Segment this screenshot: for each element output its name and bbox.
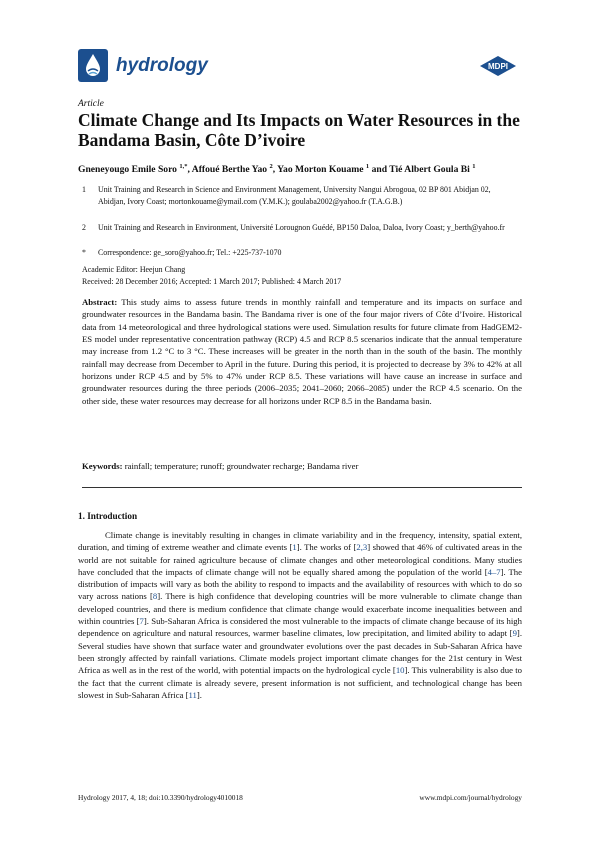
article-type: Article [78,99,104,109]
keywords-text: rainfall; temperature; runoff; groundwater recharge; Bandama river [124,461,359,471]
citation-link[interactable]: 2,3 [356,542,368,553]
svg-text:MDPI: MDPI [488,62,508,71]
citation-link[interactable]: 9 [512,628,517,639]
author-list: Gneneyougo Emile Soro $^{1,*}$, Affoué Berthe Yao $^2$, Yao Morton Kouame $^1$ and Tié Albert Goula Bi $^1$ [78,163,476,176]
hydrology-logo-icon [78,49,108,82]
citation-link[interactable]: 11 [188,689,197,700]
affiliation-2: 2 Unit Training and Research in Environment, Université Lorougnon Guédé, BP150 Daloa, Daloa, Ivory Coast; y_berth@yahoo.fr [82,223,505,232]
section-heading: 1. Introduction [78,511,138,521]
citation-link[interactable]: 8 [152,591,158,602]
abstract-text: This study aims to assess future trends in monthly rainfall and temperature and its impacts on surface and groundwater resources in the Bandama basin. The Bandama river is one of the four major rivers of Côte d’Ivoire. Historical data from 14 meteorological and three hydrological stations were used. Simulation results for future climate from HadGEM2-ES model under representative concentration pathway (RCP) 4.5 and RCP 8.5 scenarios indicate that the annual temperature may increase from 1.2 °C to 3 °C. These increases will be greater in the north than in the south of the basin. The monthly rainfall may decrease from December to April in the future. During this period, it is projected to decrease by 3% to 42% at all horizons under RCP 4.5 and by 5% to 47% under RCP 8.5. These variations will have cause an increase in surface and groundwater resources during the three periods (2006–2035; 2041–2060; 2066–2085) under the RCP 4.5 scenario. On the other side, these water resources may decrease for all horizons under RCP 8.5 in the Bandama basin. [82,297,522,406]
abstract-label: Abstract: [82,297,118,307]
footer-url[interactable]: www.mdpi.com/journal/hydrology [419,793,522,802]
affiliation-1: 1 Unit Training and Research in Science and Environment Management, University Nangui Abrogoua, 02 BP 801 Abidjan 02, Abidjan, Ivory Coast; mortonkouame@ymail.com (Y.M.K.); goulaba2002@yahoo.fr (T.A.G.B.) [82,185,491,206]
article-title: Climate Change and Its Impacts on Water Resources in the Bandama Basin, Côte D’ivoire [78,110,520,150]
footer-citation: Hydrology 2017, 4, 18; doi:10.3390/hydrology4010018 [78,793,243,802]
correspondence: * Correspondence: ge_soro@yahoo.fr; Tel.: +225-737-1070 [82,248,282,257]
section-divider [82,487,522,488]
keywords-label: Keywords: [82,461,123,471]
academic-editor: Academic Editor: Heejun Chang [82,265,186,274]
abstract [82,296,522,407]
citation-link[interactable]: 1 [292,542,297,553]
journal-name: hydrology [116,55,208,76]
citation-link[interactable]: 7 [139,616,144,627]
mdpi-logo-icon [478,55,518,77]
citation-link[interactable]: 4–7 [487,566,501,577]
intro-paragraph: Climate change is inevitably resulting in changes in climate variability and in the frequency, intensity, spatial extent, duration, and timing of extreme weather and climate events [1]. The works of [2,3] showed that 46% of cultivated areas in the world are not suitable for rained agriculture because of climate changes and other meteorological conditions. Many studies have concluded that the impacts of climate change will not be equally shared among the population of the world [4–7]. The distribution of impacts will vary as both the ability to respond to impacts and the availability of resources with which to do so vary across nations [8]. There is high confidence that developing countries will be more vulnerable to climate change than developed countries, and there is medium confidence that climate change would exacerbate income inequalities between and within countries [7]. Sub-Saharan Africa is considered the most vulnerable to the impacts of climate change because of its high dependence on agriculture and natural resources, warmer baseline climates, low precipitation, and limited ability to adapt [9]. Several studies have shown that surface water and groundwater evolutions over the past decades in Sub-Saharan Africa have been strongly affected by rainfall variations. Climate models project important climate changes for the 21st century in West Africa as well as in the rest of the world, with potential impacts on the hydrological cycle [10]. This vulnerability is also due to the fact that the current climate is already severe, present information is not sufficient, and technological change has been slowest in Sub-Saharan Africa [11]. [78,530,523,700]
publication-dates: Received: 28 December 2016; Accepted: 1 March 2017; Published: 4 March 2017 [82,277,342,286]
citation-link[interactable]: 10 [395,665,405,676]
keywords [82,461,522,471]
